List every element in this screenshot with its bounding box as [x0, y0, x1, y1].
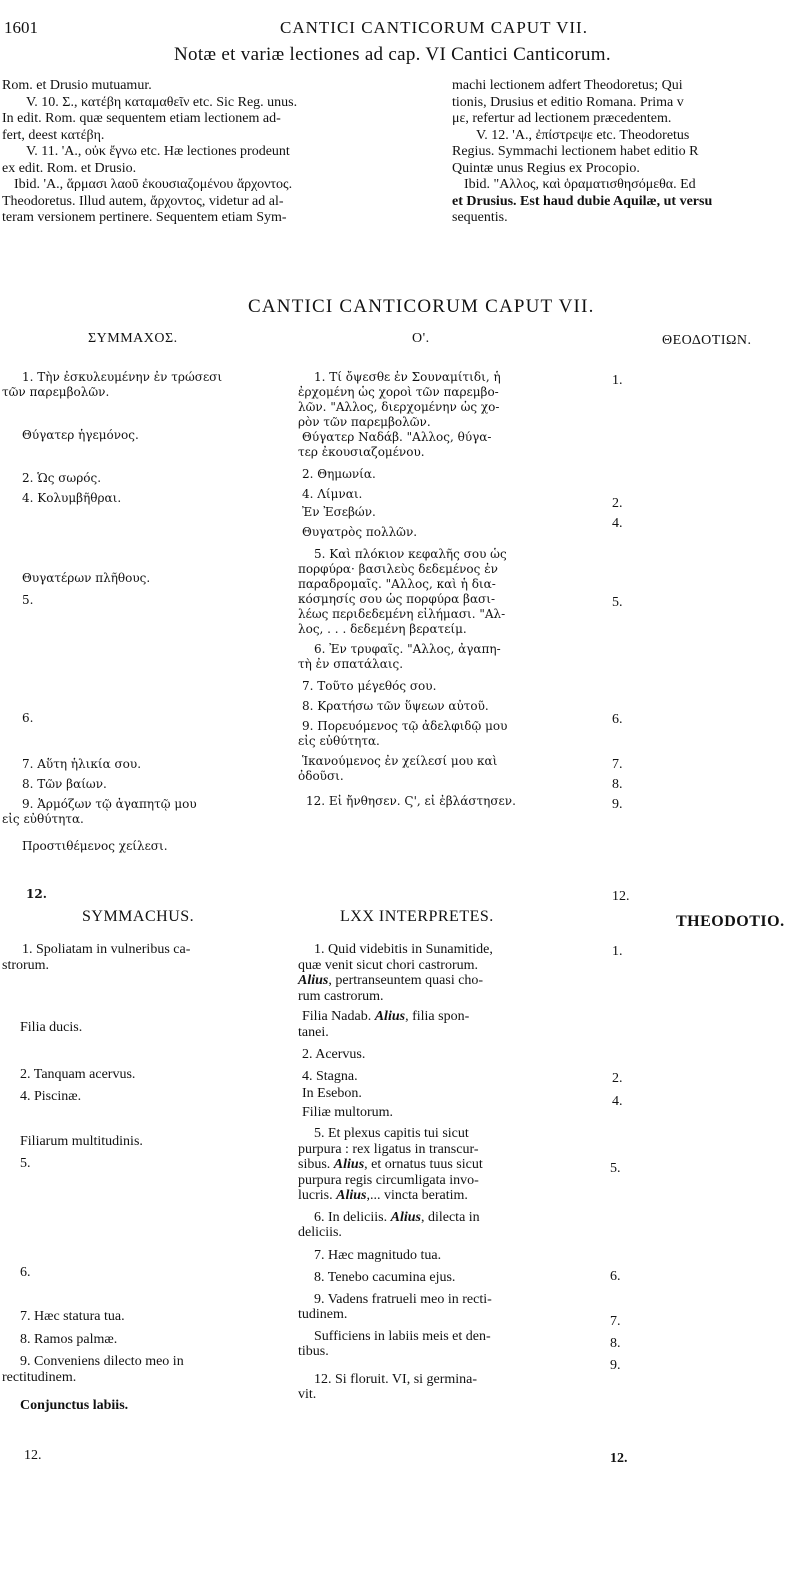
verse-line: ἐρχομένη ὡς χοροὶ τῶν παρεμβο-: [298, 385, 499, 399]
verse-line: λος, . . . δεδεμένη βερατείμ.: [298, 622, 467, 636]
verse-line: ὀδοῦσι.: [298, 769, 344, 783]
verse-block: [2, 797, 292, 827]
verse-block: [2, 1354, 292, 1385]
verse-line: 8. Τῶν βαίων.: [22, 777, 107, 791]
verse-line: 6. Ἐν τρυφαῖς. "Αλλος, ἀγαπη-: [314, 642, 501, 656]
verse-line: quæ venit sicut chori castrorum.: [298, 957, 479, 973]
verse-number: 2.: [612, 496, 623, 511]
note-line: ex edit. Rom. et Drusio.: [2, 160, 137, 176]
note-line: V. 10. Σ., κατέβη καταμαθεῖν etc. Sic Reg. unus.: [26, 94, 298, 110]
verse-text: , pertranseuntem quasi cho-: [328, 973, 484, 988]
note-line: Theodoretus. Illud autem, ἄρχοντος, videtur ad al-: [2, 193, 284, 209]
verse-line: 1. Quid videbitis in Sunamitide,: [314, 942, 493, 957]
latin-header-symmachus: SYMMACHUS.: [82, 908, 195, 925]
verse-text: lucris.: [298, 1188, 337, 1203]
verse-line: 12.: [26, 887, 47, 901]
verse-line: 12.: [24, 1448, 42, 1463]
note-line: teram versionem pertinere. Sequentem etiam Sym-: [2, 210, 287, 225]
verse-number: 8.: [610, 1336, 621, 1351]
verse-line: purpura regis circumligata invo-: [298, 1172, 479, 1188]
verse-line: Sufficiens in labiis meis et den-: [314, 1328, 491, 1344]
latin-symmachus-column: [2, 942, 292, 973]
verse-line: 7. Hæc magnitudo tua.: [314, 1247, 442, 1263]
note-line: με, refertur ad lectionem præcedentem.: [452, 111, 672, 126]
verse-line: 6.: [20, 1265, 31, 1280]
verse-line: deliciis.: [298, 1225, 342, 1240]
verse-line: 1. Τί ὄψεσθε ἐν Σουναμίτιδι, ἡ: [314, 370, 501, 384]
verse-line: Προστιθέμενος χείλεσι.: [22, 839, 168, 853]
verse-number: 6.: [612, 712, 623, 727]
note-line: fert, deest κατέβη.: [2, 127, 105, 143]
verse-line: In Esebon.: [302, 1086, 362, 1101]
verse-line: Θυγατρὸς πολλῶν.: [302, 525, 418, 539]
verse-line: [298, 1210, 588, 1226]
verse-line: [298, 1009, 588, 1025]
verse-line: 4. Piscinæ.: [20, 1089, 82, 1104]
alius-label: Alius: [333, 1157, 365, 1172]
verse-line: 12. Εἰ ἤνθησεν. Ϛ', εἰ ἐβλάστησεν.: [306, 794, 516, 808]
verse-line: Filiarum multitudinis.: [20, 1134, 143, 1149]
verse-line: Θύγατερ Ναδάβ. "Αλλος, θύγα-: [302, 430, 492, 444]
verse-text: , et ornatus tuus sicut: [364, 1157, 483, 1172]
verse-line: tudinem.: [298, 1307, 348, 1322]
verse-line: Θύγατερ ἡγεμόνος.: [22, 428, 139, 442]
section-title: CANTICI CANTICORUM CAPUT VII.: [248, 296, 595, 317]
verse-line: 7. Hæc statura tua.: [20, 1309, 125, 1324]
verse-line: 4. Κολυμβῆθραι.: [22, 491, 122, 505]
verse-line: 8. Ramos palmæ.: [20, 1332, 118, 1347]
verse-line: Conjunctus labiis.: [20, 1398, 129, 1413]
verse-line: strorum.: [2, 957, 50, 973]
verse-number: 4.: [612, 1094, 623, 1109]
note-line: sequentis.: [452, 210, 508, 225]
verse-number: 12.: [612, 889, 630, 904]
note-line: Quintæ unus Regius ex Procopio.: [452, 160, 640, 176]
verse-number: 1.: [612, 944, 623, 959]
verse-number: 7.: [610, 1314, 621, 1329]
note-line: Regius. Symmachi lectionem habet editio R: [452, 144, 699, 159]
verse-number: 8.: [612, 777, 623, 792]
verse-line: 12. Si floruit. VI, si germina-: [314, 1371, 478, 1387]
verse-line: 5.: [20, 1156, 31, 1171]
verse-line: 9. Πορευόμενος τῷ ἀδελφιδῷ μου: [302, 719, 508, 733]
verse-number: 5.: [610, 1161, 621, 1176]
verse-line: 9. Ἁρμόζων τῷ ἀγαπητῷ μου: [22, 797, 197, 811]
notes-right-column: [452, 78, 806, 227]
verse-number: 6.: [610, 1269, 621, 1284]
note-line: Ibid. "Αλλος, καὶ ὁραματισθησόμεθα. Ed: [464, 177, 696, 192]
greek-header-theodotion: ΘΕΟΔΟΤΙΩΝ.: [662, 333, 752, 348]
running-head: CANTICI CANTICORUM CAPUT VII.: [280, 18, 588, 37]
note-line: et Drusius. Est haud dubie Aquilæ, ut versu: [452, 193, 713, 209]
note-line: tionis, Drusius et editio Romana. Prima v: [452, 94, 684, 110]
alius-label: Alius: [390, 1209, 421, 1225]
page-number: 1601: [4, 18, 38, 37]
verse-text: 6. In deliciis.: [314, 1209, 391, 1225]
verse-line: [298, 1188, 588, 1204]
latin-header-theodotion: THEODOTIO.: [676, 913, 785, 930]
verse-line: 2. Acervus.: [302, 1047, 366, 1062]
greek-lxx-column: [298, 370, 580, 809]
verse-number: 2.: [612, 1071, 623, 1086]
verse-number: 4.: [612, 516, 623, 531]
verse-line: τῶν παρεμβολῶν.: [2, 385, 110, 399]
greek-symmachus-column: [2, 370, 292, 400]
verse-line: τερ ἐκουσιαζομένου.: [298, 445, 425, 459]
verse-line: εἰς εὐθύτητα.: [2, 812, 84, 826]
alius-label: Alius: [298, 973, 329, 988]
alius-label: Alius: [336, 1188, 367, 1203]
note-line: In edit. Rom. quæ sequentem etiam lectionem ad-: [2, 111, 281, 126]
notes-left-column: [2, 78, 430, 227]
verse-number: 9.: [610, 1358, 621, 1373]
verse-line: 5. Καὶ πλόκιον κεφαλῆς σου ὡς: [314, 547, 507, 561]
note-line: Ibid. 'Α., ἅρμασι λαοῦ ἐκουσιαζομένου ἄρχοντος.: [14, 177, 293, 192]
verse-line: 8. Tenebo cacumina ejus.: [314, 1270, 456, 1285]
verse-line: rectitudinem.: [2, 1369, 77, 1385]
verse-line: λέως περιδεδεμένη εἰλήμασι. "Αλ-: [298, 607, 506, 621]
verse-number: 7.: [612, 757, 623, 772]
verse-text: sibus.: [298, 1157, 334, 1172]
verse-line: 5. Et plexus capitis tui sicut: [314, 1126, 469, 1141]
verse-line: Ἱκανούμενος ἐν χείλεσί μου καὶ: [302, 754, 498, 768]
verse-line: Filiæ multorum.: [302, 1104, 394, 1120]
verse-line: Θυγατέρων πλῆθους.: [22, 571, 151, 585]
verse-line: vit.: [298, 1387, 317, 1402]
verse-text: ,... vincta beratim.: [366, 1188, 468, 1203]
verse-line: παραδρομαῖς. "Αλλος, καὶ ἡ δια-: [298, 577, 496, 591]
verse-number: 9.: [612, 797, 623, 812]
verse-line: εἰς εὐθύτητα.: [298, 734, 380, 748]
verse-text: Filia Nadab.: [302, 1009, 375, 1024]
verse-line: 9. Vadens fratrueli meo in recti-: [314, 1291, 492, 1307]
note-line: V. 11. 'Α., οὐκ ἔγνω etc. Hæ lectiones prodeunt: [26, 144, 290, 159]
verse-line: 5.: [22, 593, 34, 607]
alius-label: Alius: [374, 1009, 406, 1024]
verse-line: 9. Conveniens dilecto meo in: [20, 1354, 184, 1369]
verse-line: πορφύρα· βασιλεὺς δεδεμένος ἐν: [298, 562, 498, 576]
verse-line: λῶν. "Αλλος, διερχομένην ὡς χο-: [298, 400, 500, 414]
verse-line: 7. Τοῦτο μέγεθός σου.: [302, 679, 437, 693]
note-line: Rom. et Drusio mutuamur.: [2, 78, 152, 93]
verse-line: 6.: [22, 711, 34, 725]
verse-line: 4. Λίμναι.: [302, 487, 363, 501]
verse-line: κόσμησίς σου ὡς πορφύρα βασι-: [298, 592, 496, 606]
verse-number: 12.: [610, 1451, 628, 1466]
verse-text: , dilecta in: [420, 1209, 480, 1225]
verse-line: 4. Stagna.: [302, 1068, 358, 1084]
verse-line: 8. Κρατήσω τῶν ὕψεων αὐτοῦ.: [302, 699, 489, 713]
verse-line: tanei.: [298, 1024, 329, 1040]
greek-header-symmachus: ΣΥΜΜΑΧΟΣ.: [88, 331, 178, 346]
verse-line: τὴ ἐν σπατάλαις.: [298, 657, 404, 671]
verse-text: , filia spon-: [405, 1009, 470, 1024]
note-line: machi lectionem adfert Theodoretus; Qui: [452, 78, 683, 93]
latin-header-lxx: LXX INTERPRETES.: [340, 908, 494, 925]
verse-line: 1. Spoliatam in vulneribus ca-: [22, 942, 191, 957]
verse-line: Ἐν Ἐσεβών.: [302, 505, 376, 519]
note-line: V. 12. 'Α., ἐπίστρεψε etc. Theodoretus: [476, 127, 690, 143]
verse-line: rum castrorum.: [298, 988, 384, 1004]
verse-line: purpura : rex ligatus in transcur-: [298, 1141, 479, 1157]
verse-line: Filia ducis.: [20, 1020, 83, 1035]
notes-subheading: Notæ et variæ lectiones ad cap. VI Cantici Canticorum.: [174, 44, 611, 65]
verse-line: 7. Αὕτη ἡλικία σου.: [22, 757, 142, 771]
verse-line: 2. Ὡς σωρός.: [22, 471, 102, 485]
verse-line: [298, 973, 588, 989]
greek-header-lxx: O'.: [412, 331, 430, 346]
verse-line: tibus.: [298, 1344, 329, 1359]
verse-line: ρὸν τῶν παρεμβολῶν.: [298, 415, 431, 429]
latin-lxx-column: [298, 942, 588, 1403]
verse-number: 5.: [612, 595, 623, 610]
verse-number: 1.: [612, 373, 623, 388]
verse-line: 1. Τὴν ἐσκυλευμένην ἐν τρώσεσι: [22, 370, 223, 384]
verse-line: [298, 1157, 588, 1173]
verse-line: 2. Θημωνία.: [302, 467, 376, 481]
verse-line: 2. Tanquam acervus.: [20, 1067, 136, 1082]
